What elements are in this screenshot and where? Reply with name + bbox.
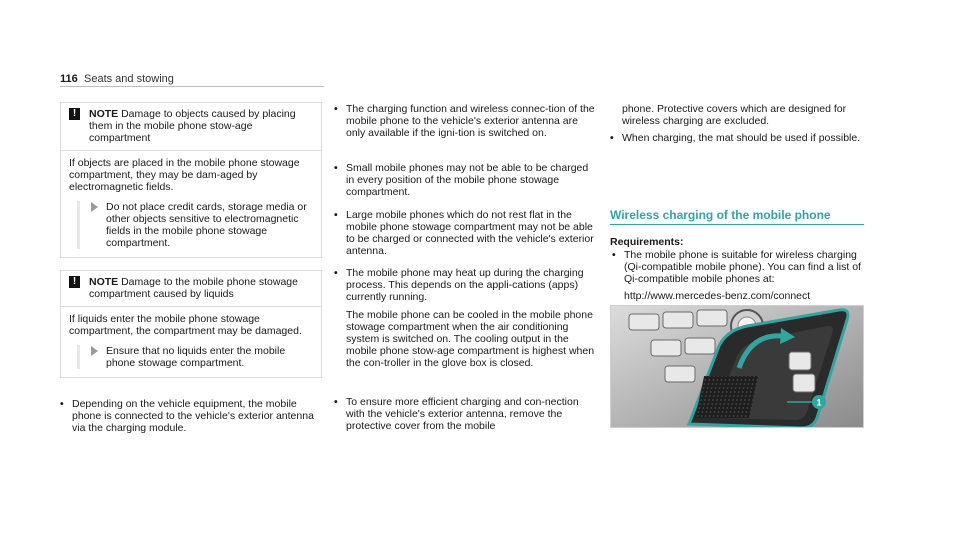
note-action-text: Do not place credit cards, storage media or other objects sensitive to electromagnetic fields in the mobile phone stowage compartment. [106,201,307,249]
bullet-marker: • [610,132,614,144]
note-action [77,201,313,249]
note-body [61,151,321,257]
bullet-marker: • [334,209,338,221]
running-header: Seats and stowing [84,73,174,85]
note-text: If objects are placed in the mobile phone stowage compartment, they may be dam-aged by electromagnetic fields. [69,157,300,193]
list-item [334,267,596,369]
bullet-marker: • [334,103,338,115]
list-item-text: When charging, the mat should be used if possible. [622,132,861,144]
list-item-text: The charging function and wireless connec-tion of the mobile phone to the vehicle's exterior antenna are only available if the igni-tion is switched on. [346,103,595,139]
section-title: Wireless charging of the mobile phone [610,208,831,222]
list-item-text: To ensure more efficient charging and con-nection with the vehicle's exterior antenna, remove the protective cover from the mobile [346,396,579,432]
note-action [77,345,313,369]
section-rule [610,224,864,225]
action-arrow-icon [91,346,98,356]
callout-number: 1 [816,397,822,408]
header-rule [60,86,324,87]
note-action-text: Ensure that no liquids enter the mobile phone stowage compartment. [106,345,286,369]
list-item-text: Large mobile phones which do not rest flat in the mobile phone stowage compartment may not be able to be charged or connected with the vehicle's exterior antenna. [346,209,594,257]
bullet-marker: • [334,162,338,174]
bullet-marker: • [334,396,338,408]
charging-compartment-photo [610,305,864,428]
note-label: NOTE [89,108,119,120]
note-body [61,307,321,377]
note-label: NOTE [89,276,119,288]
list-item-text: Depending on the vehicle equipment, the mobile phone is connected to the vehicle's exterior antenna via the charging module. [72,398,314,434]
requirements-label: Requirements: [610,236,684,248]
note-header [61,271,321,307]
page-number: 116 [60,73,78,85]
note-text: If liquids enter the mobile phone stowage compartment, the compartment may be damaged. [69,313,302,337]
note-box-objects [60,102,322,258]
note-box-liquids [60,270,322,378]
list-item [334,103,596,139]
note-heading: Damage to objects caused by placing them in the mobile phone stow-age compartment [89,108,296,144]
requirement-text: The mobile phone is suitable for wireless charging (Qi-compatible mobile phone). You can find a list of Qi-compatible mobile phones at: [624,249,861,285]
bullet-marker: • [334,267,338,279]
action-arrow-icon [91,202,98,212]
warning-icon: ! [69,108,80,120]
warning-icon: ! [69,276,80,288]
list-item-subparagraph: The mobile phone can be cooled in the mobile phone stowage compartment when the air conditioning system is switched on. The cooling output in the mobile phone stow-age compartment is highest when the con-troller in the glove box is closed. [346,309,595,369]
list-item [334,396,596,432]
charging-compartment-illustration [611,306,864,428]
list-item [610,132,864,144]
note-heading: Damage to the mobile phone stowage compartment caused by liquids [89,276,298,300]
bullet-marker: • [60,398,64,410]
list-item [612,249,864,302]
list-item [334,162,596,198]
note-header [61,103,321,151]
list-item [60,398,322,434]
url-link[interactable]: http://www.mercedes-benz.com/connect [624,290,811,302]
list-item-text: Small mobile phones may not be able to be charged in every position of the mobile phone stowage compartment. [346,162,589,198]
continued-text: phone. Protective covers which are designed for wireless charging are excluded. [622,103,847,127]
list-item [334,209,596,257]
bullet-marker: • [612,249,616,261]
list-item-text: The mobile phone may heat up during the charging process. This depends on the appli-cations (apps) currently running. [346,267,584,303]
